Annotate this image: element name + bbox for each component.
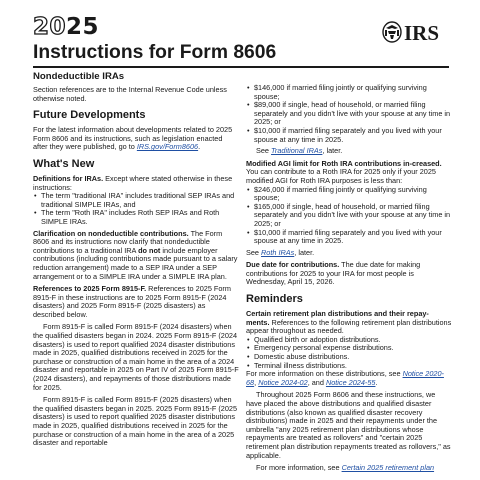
irs-eagle-logo-icon [381,20,443,44]
magi-paragraph [246,160,452,186]
sep-2: , and [307,377,326,387]
page-subtitle: Nondeductible IRAs [33,71,125,82]
future-end: . [198,142,201,152]
certain-distributions-paragraph [246,310,452,336]
clarification-bold: do not [138,245,161,255]
list-item: • Emergency personal expense distributions. [246,344,452,353]
list-item: • $146,000 if married filing jointly or qualifying surviving spouse; [246,84,452,101]
right-column [246,84,452,477]
whats-new-heading: What's New [33,157,95,170]
roth-limit-list [246,186,452,246]
see-1-post: , later. [322,146,343,156]
magi-lead: Modified AGI limit for Roth IRA contributions in-creased. [246,158,442,168]
form-year [33,14,99,40]
clarification-lead: Clarification on nondeductible contributions. [33,228,189,238]
due-date-paragraph [246,261,452,287]
see-2-pre: See [246,247,262,257]
more-info-text: For more information on these distributions, see [246,369,403,379]
form8606-link[interactable]: IRS.gov/Form8606 [136,142,199,152]
clarification-paragraph [33,230,239,282]
definitions-text: Except where stated otherwise in these instructions: [33,173,233,192]
see-traditional-iras [246,147,452,156]
list-item: • The term "traditional IRA" includes traditional SEP IRAs and traditional SIMPLE IRAs, and [33,192,239,209]
for-more-paragraph [246,464,452,473]
form-2024-paragraph: Form 8915-F is called Form 8915-F (2024 disasters) when the qualified disasters began in 2024. 2025 Form 8915-F (2024 disasters) is used to report qualified 2024 disaster distributions made in 2025, qualified distributions received in 2025 for the purchase or construction of a main home in the area of a 2024 disaster and reportable in 2025 on Part IV of 2025 Form 8915-F (2024 disasters), and repayments of those distributions made for 2025. [33,322,239,392]
definitions-list [33,192,239,226]
traditional-limit-list [246,84,452,144]
references-text: References to 2025 Form 8915-F in these instructions are to 2025 Form 8915-F (2024 disasters) and 2025 Form 8915-F (2025 disasters) as described below. [33,284,231,319]
list-item: • Domestic abuse distributions. [246,353,452,362]
due-text: The due date for making contributions for 2025 to your IRA for most people is Wednesday, April 15, 2026. [246,260,421,287]
see-2-post: , later. [294,247,315,257]
irs-logo-text: IRS [404,21,440,44]
year-outline-digits: 20 [33,14,67,40]
notice-2020-68-link[interactable]: Notice 2020-68 [246,369,444,387]
list-item: • $10,000 if married filing separately and you lived with your spouse at any time in 2025. [246,127,452,144]
sep-1: , [254,377,259,387]
see-roth-iras [246,249,452,258]
notice-2024-02-link[interactable]: Notice 2024-02 [258,377,308,387]
for-more-pre: For more information, see [256,463,342,473]
list-item: • $165,000 if single, head of household, or married filing separately and you didn't live with your spouse at any time in 2025; or [246,203,452,229]
page-title: Instructions for Form 8606 [33,42,277,63]
clarification-text-2: include employer contributions (including contributions made pursuant to a salary reduction arrangement) made to a SEP IRA under a SEP arrangement or to a SIMPLE IRA under a SIMPLE IRA plan. [33,245,238,281]
irs-logo [381,20,443,44]
more-info-paragraph [246,370,452,387]
list-item: • $89,000 if single, head of household, or married filing separately and you didn't live with your spouse at any time in 2025; or [246,101,452,127]
year-solid-digits: 25 [66,14,100,40]
magi-text: You can contribute to a Roth IRA for 2025 only if your 2025 modified AGI for Roth IRA purposes is less than: [246,167,436,185]
future-developments-heading: Future Developments [33,109,146,122]
distributions-list [246,336,452,370]
traditional-iras-link[interactable]: Traditional IRAs [271,146,323,156]
see-1-pre: See [256,146,272,156]
notice-2024-55-link[interactable]: Notice 2024-55 [325,377,376,387]
intro-text: Section references are to the Internal Revenue Code unless otherwise noted. [33,85,227,103]
references-lead: References to 2025 Form 8915-F. [33,284,147,294]
end-period: . [375,377,378,387]
reminders-heading: Reminders [246,293,303,306]
list-item: • Qualified birth or adoption distributions. [246,336,452,345]
future-developments-text [33,126,239,152]
clarification-text-1: The Form 8606 and its instructions now clarify that nondeductible contributions to a traditional IRA [33,228,223,255]
left-column [33,86,239,452]
form-2025-paragraph: Form 8915-F is called Form 8915-F (2025 disasters) when the qualified disasters began in 2025. 2025 Form 8915-F (2025 disasters) is used to report qualified 2025 disaster distributions made in 2025, qualified distributions received in 2025 for the purchase or construction of a main home in the area of a 2025 disaster and reportable [33,395,238,448]
roth-iras-link[interactable]: Roth IRAs [261,247,295,257]
list-item: • The term "Roth IRA" includes Roth SEP IRAs and Roth SIMPLE IRAs. [33,209,239,226]
definitions-paragraph [33,175,239,192]
throughout-paragraph: Throughout 2025 Form 8606 and these instructions, we have placed the above distributions and qualified disaster distributions (also known as qualified disaster recovery distributions) made in 2025 and their repayments under the umbrella "any 2025 retirement plan distributions whose repayments are treated as rollovers" and "certain 2025 retirement plan distribution repayments treated as rollovers," as applicable. [246,390,451,460]
list-item: • $246,000 if married filing jointly or qualifying surviving spouse; [246,186,452,203]
definitions-lead: Definitions for IRAs. [33,173,104,183]
certain-text: References to the following retirement plan distributions appear throughout as needed. [246,317,452,336]
title-rule [33,66,449,68]
certain-2025-plan-link[interactable]: Certain 2025 retirement plan [341,463,435,473]
future-text: For the latest information about developments related to 2025 Form 8606 and its instructions, such as legislation enacted after they were published, go to [33,125,233,152]
due-lead: Due date for contributions. [246,260,340,270]
list-item: • Terminal illness distributions. [246,362,452,371]
references-paragraph [33,285,239,319]
certain-lead: Certain retirement plan distributions and their repay-ments. [246,309,429,327]
list-item: • $10,000 if married filing separately and you lived with your spouse at any time in 2025. [246,229,452,246]
